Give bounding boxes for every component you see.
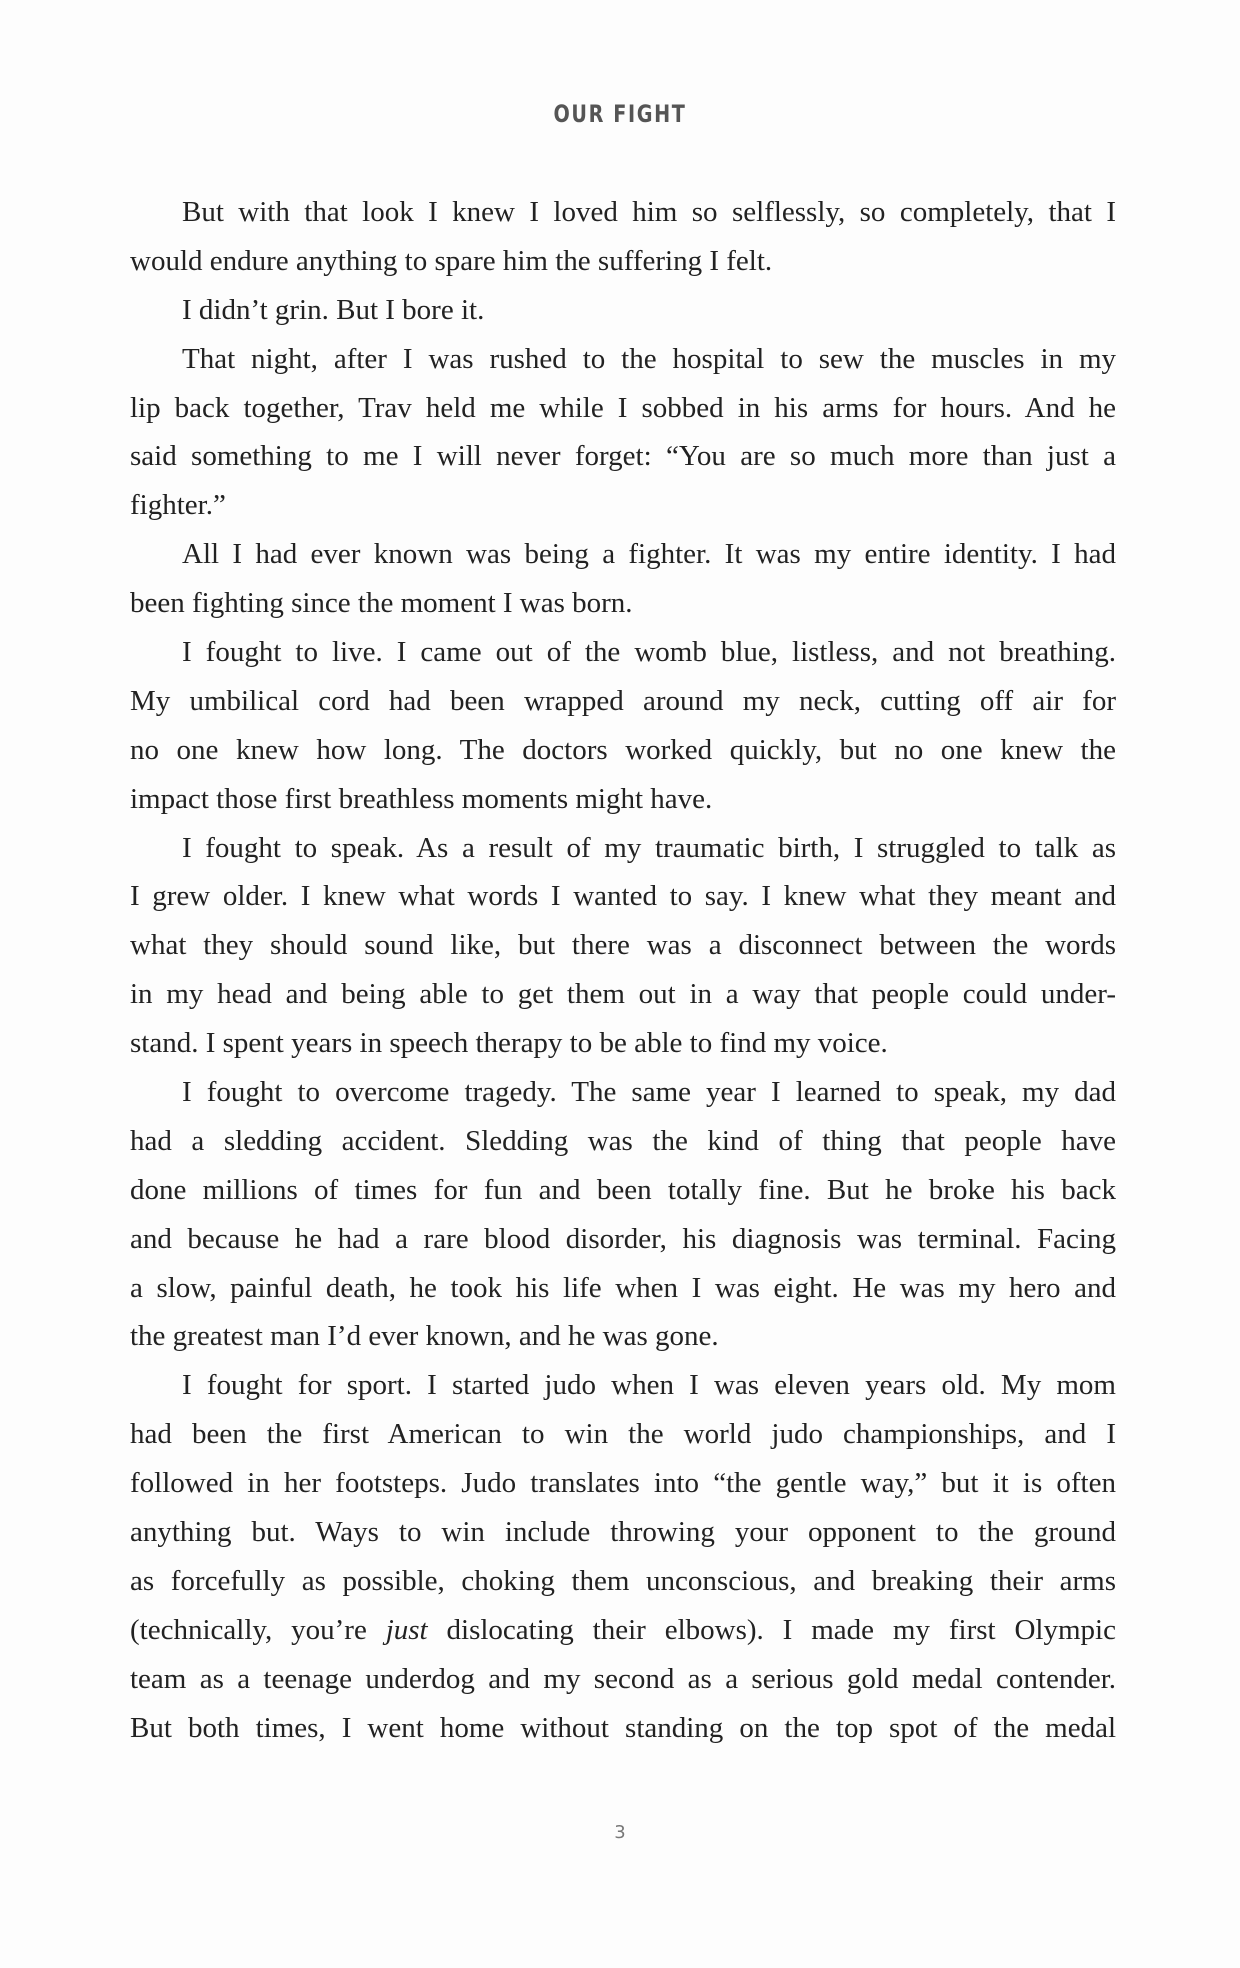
text-line: no one knew how long. The doctors worked quickly, but no one knew the	[130, 733, 1116, 766]
body-text	[130, 188, 1116, 1753]
text-line: followed in her footsteps. Judo translates into “the gentle way,” but it is often	[130, 1467, 1116, 1500]
text-line: My umbilical cord had been wrapped around my neck, cutting off air for	[130, 684, 1116, 717]
text-line	[130, 1606, 1116, 1655]
text-line: as forcefully as possible, choking them unconscious, and breaking their arms	[130, 1564, 1116, 1597]
text-line: had been the first American to win the world judo championships, and I	[130, 1418, 1116, 1451]
text-line: I fought for sport. I started judo when I was eleven years old. My mom	[182, 1369, 1116, 1402]
text-line: I didn’t grin. But I bore it.	[182, 293, 485, 326]
text-line: That night, after I was rushed to the hospital to sew the muscles in my	[182, 342, 1116, 375]
text-line: stand. I spent years in speech therapy to be able to find my voice.	[130, 1027, 888, 1060]
text-segment: dislocating their elbows). I made my first Olympic	[427, 1613, 1116, 1646]
italic-emphasis: just	[385, 1613, 428, 1646]
text-line: I fought to live. I came out of the womb blue, listless, and not breathing.	[182, 636, 1116, 669]
text-line: said something to me I will never forget: “You are so much more than just a	[130, 440, 1116, 473]
text-line: would endure anything to spare him the suffering I felt.	[130, 244, 773, 277]
text-line: lip back together, Trav held me while I sobbed in his arms for hours. And he	[130, 391, 1116, 424]
text-line: the greatest man I’d ever known, and he was gone.	[130, 1320, 719, 1353]
text-line: been fighting since the moment I was born.	[130, 587, 633, 620]
text-line: I fought to overcome tragedy. The same year I learned to speak, my dad	[182, 1076, 1116, 1109]
text-line: But with that look I knew I loved him so selflessly, so completely, that I	[182, 196, 1116, 228]
running-header: OUR FIGHT	[553, 100, 687, 128]
text-line: I grew older. I knew what words I wanted to say. I knew what they meant and	[130, 880, 1116, 913]
text-line: and because he had a rare blood disorder, his diagnosis was terminal. Facing	[130, 1222, 1116, 1255]
text-line: anything but. Ways to win include throwing your opponent to the ground	[130, 1516, 1116, 1549]
text-line: fighter.”	[130, 489, 226, 522]
text-line: done millions of times for fun and been totally fine. But he broke his back	[130, 1173, 1116, 1206]
text-line: I fought to speak. As a result of my traumatic birth, I struggled to talk as	[182, 831, 1116, 864]
page-number: 3	[614, 1822, 626, 1843]
text-line: what they should sound like, but there was a disconnect between the words	[130, 929, 1116, 962]
text-line: team as a teenage underdog and my second as a serious gold medal contender.	[130, 1662, 1116, 1695]
text-line: had a sledding accident. Sledding was the kind of thing that people have	[130, 1124, 1116, 1157]
text-line: in my head and being able to get them out in a way that people could under-	[130, 978, 1116, 1011]
text-line: impact those first breathless moments might have.	[130, 782, 713, 815]
text-line: All I had ever known was being a fighter. It was my entire identity. I had	[182, 538, 1116, 571]
text-segment: (technically, you’re	[130, 1613, 386, 1646]
text-line: But both times, I went home without standing on the top spot of the medal	[130, 1711, 1116, 1744]
text-line: a slow, painful death, he took his life when I was eight. He was my hero and	[130, 1271, 1116, 1304]
